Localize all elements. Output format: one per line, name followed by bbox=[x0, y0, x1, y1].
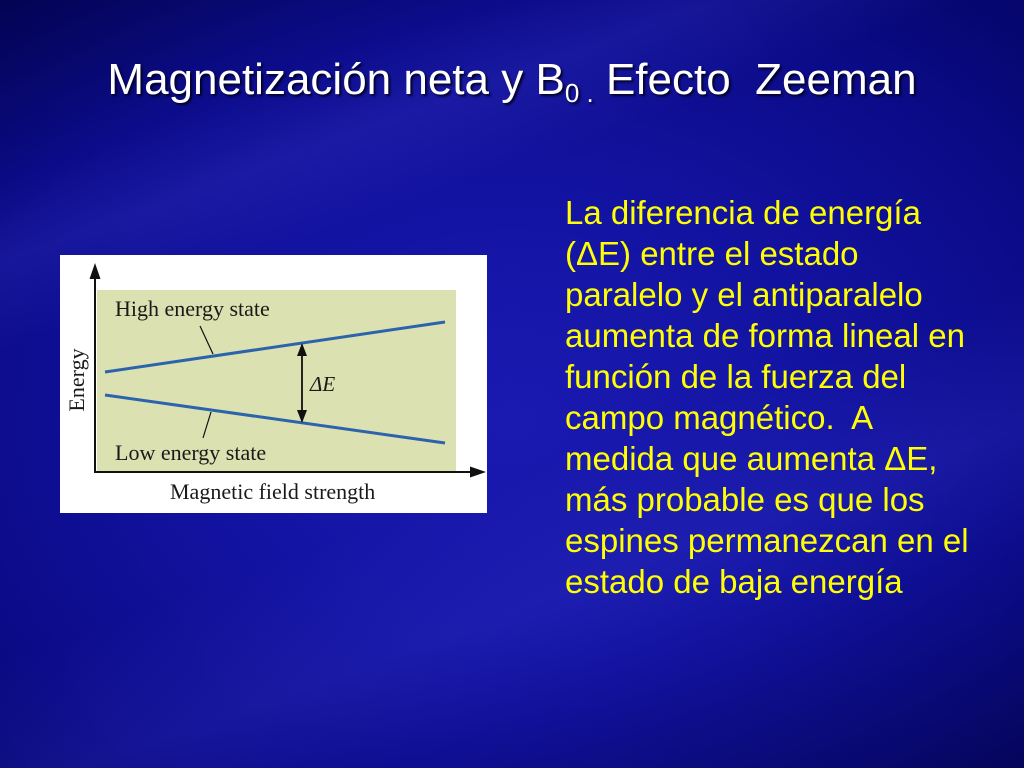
energy-axis-label: Energy bbox=[64, 348, 89, 412]
field-axis-label: Magnetic field strength bbox=[170, 479, 376, 504]
body-line: medida que aumenta ΔE, bbox=[565, 440, 938, 477]
body-line: estado de baja energía bbox=[565, 563, 903, 600]
zeeman-diagram-figure bbox=[60, 255, 487, 513]
title-subscript: 0 . bbox=[564, 78, 594, 108]
title-main: Magnetización neta y B bbox=[107, 55, 565, 104]
body-line: (ΔE) entre el estado bbox=[565, 235, 859, 272]
zeeman-diagram bbox=[60, 255, 487, 513]
body-line: campo magnético. A bbox=[565, 399, 874, 436]
low-energy-label: Low energy state bbox=[115, 440, 267, 465]
delta-e-label: ΔE bbox=[310, 372, 336, 396]
body-line: paralelo y el antiparalelo bbox=[565, 276, 923, 313]
body-text bbox=[565, 192, 1005, 602]
body-line: más probable es que los bbox=[565, 481, 925, 518]
body-line: aumenta de forma lineal en bbox=[565, 317, 965, 354]
body-line: La diferencia de energía bbox=[565, 194, 921, 231]
body-line: espines permanezcan en el bbox=[565, 522, 969, 559]
high-energy-label: High energy state bbox=[115, 296, 270, 321]
slide-title bbox=[0, 54, 1024, 107]
title-rest: Efecto Zeeman bbox=[593, 55, 917, 104]
body-line: función de la fuerza del bbox=[565, 358, 907, 395]
